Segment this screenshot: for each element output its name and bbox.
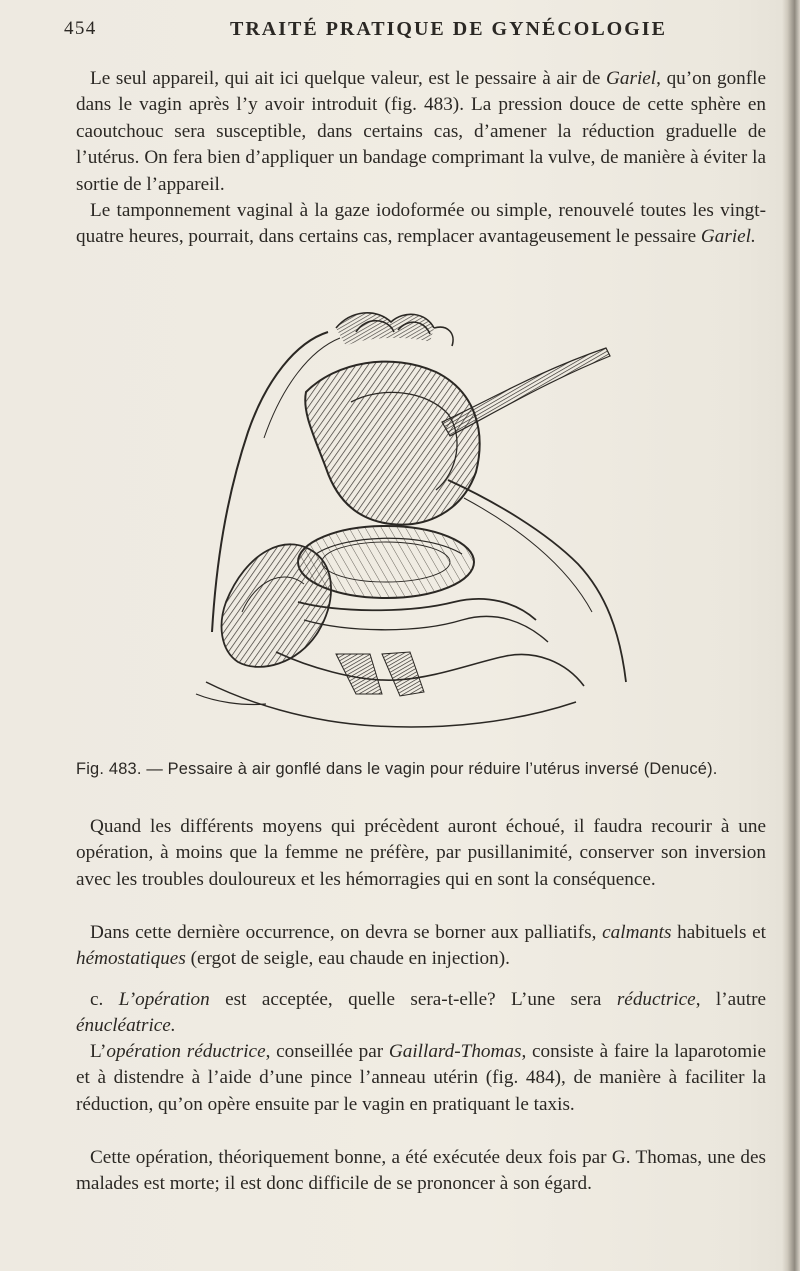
italic-run: calmants (602, 922, 672, 943)
page-edge-shadow (782, 0, 800, 1271)
text-run: c. (90, 989, 119, 1010)
italic-run: réductrice (616, 989, 696, 1010)
text-run: , l’autre (695, 989, 766, 1010)
uterus (305, 362, 479, 525)
paragraph-gariel-pessary (76, 66, 766, 198)
paragraph-tamponnement (76, 198, 766, 251)
text-run: L’ (90, 1041, 107, 1062)
italic-run: L’opération (118, 989, 210, 1010)
text-run: , consiste à faire la laparotomie et à distendre à l’aide d’une pince l’anneau utérin (fig. 484), de manière à faciliter la réduction, qu’on opère ensuite par le vagin en pratiquant le taxis. (76, 1041, 767, 1115)
italic-run: Gariel. (700, 226, 756, 248)
italic-run: Gariel (606, 68, 657, 89)
figure-483-illustration (186, 302, 634, 738)
figure-caption: Fig. 483. — Pessaire à air gonflé dans le vagin pour réduire l’utérus inversé (Denucé). (76, 760, 718, 778)
page-number: 454 (64, 18, 97, 39)
page-header (64, 14, 766, 44)
text-run: Cette opération, théoriquement bonne, a été exécutée deux fois par G. Thomas, une des malades est morte; il est donc difficile de se prononcer à son égard. (76, 1147, 766, 1195)
perineum (276, 652, 584, 686)
italic-run: énucléatrice. (76, 1015, 176, 1037)
text-run: , conseillée par (265, 1041, 389, 1062)
italic-run: Gaillard-Thomas (388, 1041, 522, 1062)
paragraph-palliatives (76, 920, 766, 973)
text-run: , qu’on gonfle dans le vagin après l’y avoir introduit (fig. 483). La pression douce de cette sphère en caoutchouc sera susceptible, dans certains cas, d’amener la réduction graduelle de l’utérus. On fera bien d’appliquer un bandage comprimant la vulve, de manière à éviter la sortie de l’appareil. (76, 68, 766, 195)
paragraph-reductive-operation (76, 1039, 766, 1118)
text-run: (ergot de seigle, eau chaude en injection). (185, 948, 510, 970)
italic-run: opération réductrice (106, 1041, 266, 1062)
text-run: Le tamponnement vaginal à la gaze iodoformée ou simple, renouvelé toutes les vingt-quatre heures, pourrait, dans certains cas, remplacer avantageusement le pessaire (76, 200, 766, 248)
pelvic-floor-line (448, 480, 626, 682)
vaginal-canal (298, 599, 536, 620)
paragraph-outcome (76, 1145, 766, 1198)
paragraph-operation-needed (76, 814, 766, 893)
text-run: est acceptée, quelle sera-t-elle? L’une sera (209, 989, 617, 1010)
round-ligament (442, 348, 610, 436)
paragraph-operation-choice (76, 987, 766, 1040)
italic-run: hémostatiques (76, 948, 186, 970)
intestine-hatching (336, 313, 434, 346)
text-run: habituels et (671, 922, 766, 943)
text-run: Dans cette dernière occurrence, on devra se borner aux palliatifs, (90, 922, 603, 943)
text-run: Le seul appareil, qui ait ici quelque valeur, est le pessaire à air de (90, 68, 607, 89)
text-run: Quand les différents moyens qui précèdent auront échoué, il faudra recourir à une opération, à moins que la femme ne préfère, par pusillanimité, conserver son inversion avec les troubles douloureux et les hémorragies qui en sont la conséquence. (76, 816, 766, 890)
running-title: TRAITÉ PRATIQUE DE GYNÉCOLOGIE (230, 18, 667, 40)
